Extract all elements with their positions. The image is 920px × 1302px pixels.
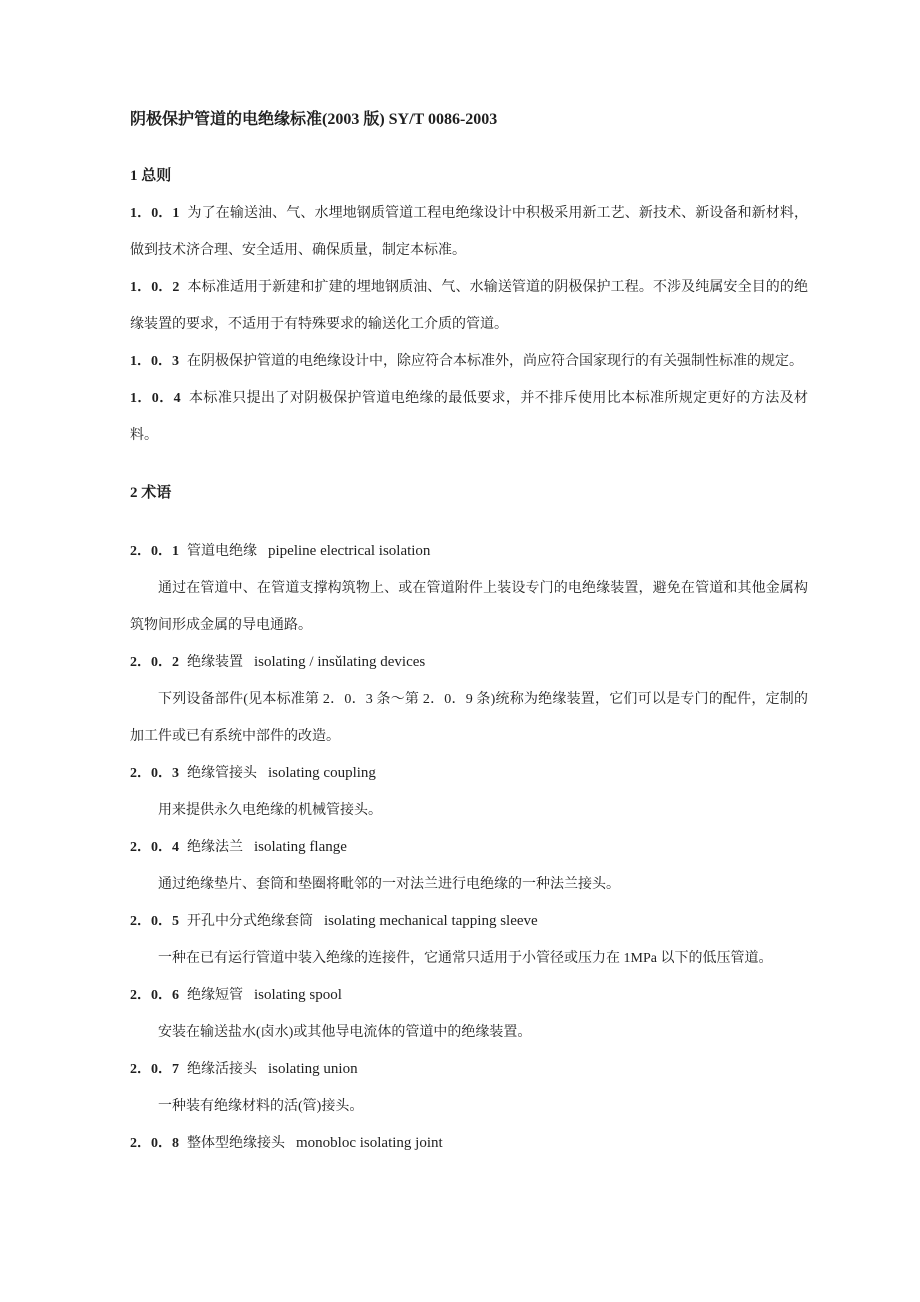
- clause-number: 1．0．2: [130, 280, 180, 295]
- definition-paragraph: 一种在已有运行管道中装入绝缘的连接件，它通常只适用于小管径或压力在 1MPa 以下的低压管道。: [158, 951, 773, 966]
- clause-1-0-4: [130, 380, 808, 454]
- term-zh: 绝缘短管: [187, 988, 243, 1003]
- term-zh: 绝缘管接头: [187, 766, 257, 781]
- clause-1-0-1: [130, 195, 808, 269]
- term-heading-2-0-1: [130, 533, 808, 570]
- term-heading-2-0-4: [130, 829, 808, 866]
- term-zh: 绝缘装置: [187, 655, 243, 670]
- clause-1-0-2: [130, 269, 808, 343]
- clause-number: 2．0．5: [130, 914, 179, 929]
- clause-number: 2．0．6: [130, 988, 179, 1003]
- section-2-heading: 2 术语: [130, 485, 172, 501]
- clause-1-0-3: [130, 343, 808, 380]
- term-heading-2-0-6: [130, 977, 808, 1014]
- term-en: isolating / insǔlating devices: [254, 654, 426, 670]
- clause-text: 本标准适用于新建和扩建的埋地钢质油、气、水输送管道的阴极保护工程。不涉及纯属安全目的的绝缘装置的要求，不适用于有特殊要求的输送化工介质的管道。: [130, 280, 809, 332]
- term-en: monobloc isolating joint: [296, 1135, 443, 1151]
- definition-paragraph: 通过在管道中、在管道支撑构筑物上、或在管道附件上装设专门的电绝缘装置，避免在管道和其他金属构筑物间形成金属的导电通路。: [130, 581, 808, 633]
- term-heading-2-0-7: [130, 1051, 808, 1088]
- term-en: isolating flange: [254, 839, 347, 855]
- definition-paragraph: 一种装有绝缘材料的活(管)接头。: [158, 1099, 364, 1114]
- term-en: isolating mechanical tapping sleeve: [324, 913, 538, 929]
- term-zh: 绝缘活接头: [187, 1062, 257, 1077]
- term-en: isolating union: [268, 1061, 358, 1077]
- clause-number: 2．0．1: [130, 544, 179, 559]
- clause-text: 为了在输送油、气、水埋地钢质管道工程电绝缘设计中积极采用新工艺、新技术、新设备和新材料，做到技术济合理、安全适用、确保质量，制定本标准。: [130, 206, 809, 258]
- definition-paragraph: 用来提供永久电绝缘的机械管接头。: [158, 803, 382, 818]
- definition-paragraph: 安装在输送盐水(卤水)或其他导电流体的管道中的绝缘装置。: [158, 1025, 532, 1040]
- term-heading-2-0-3: [130, 755, 808, 792]
- clause-number: 1．0．1: [130, 206, 180, 221]
- term-en: isolating spool: [254, 987, 342, 1003]
- term-heading-2-0-8: [130, 1125, 808, 1162]
- clause-number: 2．0．2: [130, 655, 179, 670]
- term-zh: 整体型绝缘接头: [187, 1136, 285, 1151]
- term-zh: 绝缘法兰: [187, 840, 243, 855]
- term-en: isolating coupling: [268, 765, 376, 781]
- definition-paragraph: 通过绝缘垫片、套筒和垫圈将毗邻的一对法兰进行电绝缘的一种法兰接头。: [158, 877, 620, 892]
- clause-number: 1．0．3: [130, 354, 179, 369]
- clause-text: 在阴极保护管道的电绝缘设计中，除应符合本标准外，尚应符合国家现行的有关强制性标准的规定。: [187, 354, 803, 369]
- section-1-heading: 1 总则: [130, 168, 172, 184]
- clause-number: 2．0．8: [130, 1136, 179, 1151]
- clause-text: 本标准只提出了对阴极保护管道电绝缘的最低要求，并不排斥使用比本标准所规定更好的方法及材料。: [130, 391, 809, 443]
- document-title: 阴极保护管道的电绝缘标准(2003 版) SY/T 0086-2003: [130, 111, 498, 128]
- clause-number: 1．0．4: [130, 391, 181, 406]
- clause-number: 2．0．3: [130, 766, 179, 781]
- term-heading-2-0-5: [130, 903, 808, 940]
- definition-paragraph: 下列设备部件(见本标准第 2．0．3 条～第 2．0．9 条)统称为绝缘装置，它们可以是专门的配件，定制的加工件或已有系统中部件的改造。: [130, 692, 808, 744]
- term-zh: 管道电绝缘: [187, 544, 257, 559]
- clause-number: 2．0．4: [130, 840, 179, 855]
- term-zh: 开孔中分式绝缘套筒: [187, 914, 313, 929]
- term-en: pipeline electrical isolation: [268, 543, 431, 559]
- term-heading-2-0-2: [130, 644, 808, 681]
- clause-number: 2．0．7: [130, 1062, 179, 1077]
